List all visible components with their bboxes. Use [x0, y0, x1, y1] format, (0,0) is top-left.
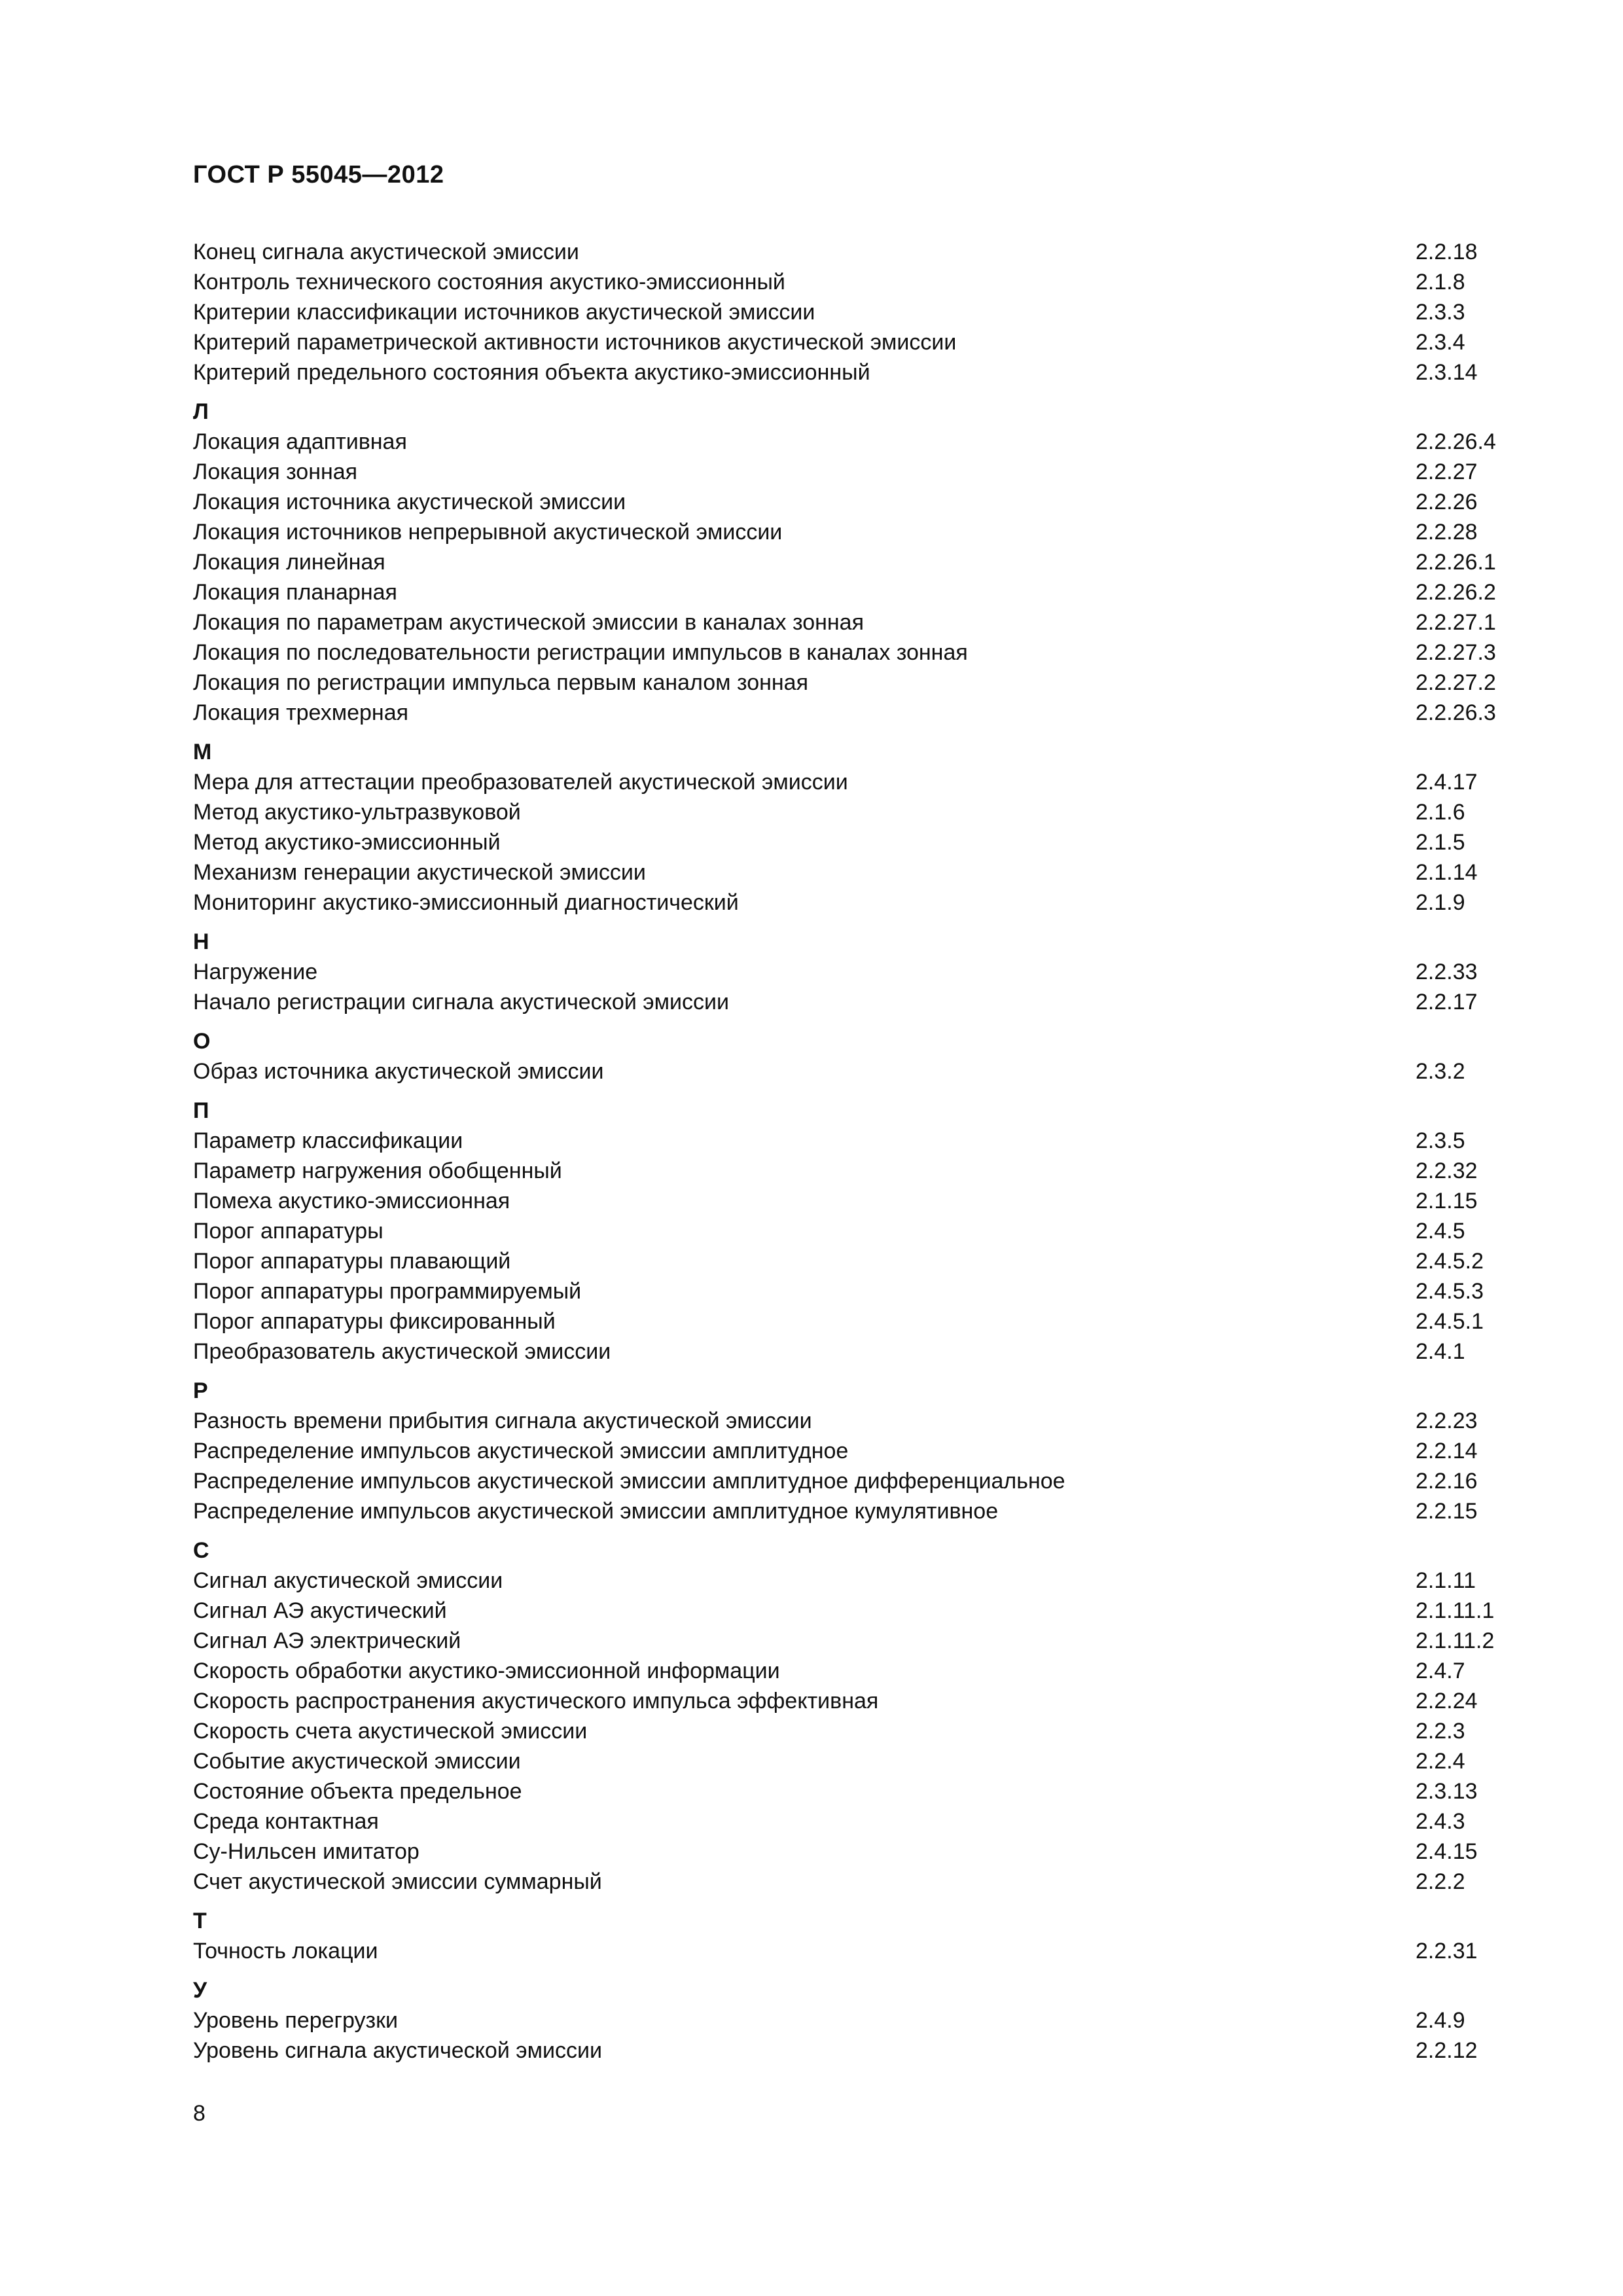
- index-term: Локация источника акустической эмиссии: [193, 490, 626, 514]
- index-ref: 2.2.28: [1416, 520, 1478, 545]
- index-term: Критерии классификации источников акустической эмиссии: [193, 300, 815, 325]
- index-term: Счет акустической эмиссии суммарный: [193, 1869, 602, 1894]
- index-term: Локация по последовательности регистрации импульсов в каналах зонная: [193, 640, 968, 665]
- index-ref: 2.2.14: [1416, 1439, 1478, 1463]
- page-number: 8: [193, 2101, 205, 2126]
- index-entry: [193, 1406, 1515, 1436]
- index-ref: 2.3.2: [1416, 1059, 1465, 1084]
- index-ref: 2.2.26.1: [1416, 550, 1496, 575]
- index-entry: [193, 1246, 1515, 1276]
- index-ref: 2.1.11.1: [1416, 1598, 1495, 1623]
- index-ref: 2.2.27: [1416, 459, 1478, 484]
- index-term: Метод акустико-ультразвуковой: [193, 800, 521, 825]
- index-term: Порог аппаратуры фиксированный: [193, 1309, 556, 1334]
- index-ref: 2.3.13: [1416, 1779, 1478, 1804]
- index-ref: 2.1.11.2: [1416, 1628, 1495, 1653]
- index-term: Начало регистрации сигнала акустической эмиссии: [193, 990, 729, 1014]
- index-term: Мера для аттестации преобразователей акустической эмиссии: [193, 770, 848, 795]
- index-ref: 2.1.5: [1416, 830, 1465, 855]
- index-term: Событие акустической эмиссии: [193, 1749, 521, 1774]
- index-entry: [193, 957, 1515, 987]
- index-letter-heading: М: [193, 740, 212, 764]
- index-term: Параметр нагружения обобщенный: [193, 1158, 562, 1183]
- index-term: Сигнал АЭ акустический: [193, 1598, 447, 1623]
- index-ref: 2.1.14: [1416, 860, 1478, 885]
- index-ref: 2.4.5.2: [1416, 1249, 1484, 1274]
- index-ref: 2.2.23: [1416, 1408, 1478, 1433]
- index-ref: 2.2.27.1: [1416, 610, 1496, 635]
- index-ref: 2.2.26: [1416, 490, 1478, 514]
- index-term: Локация по параметрам акустической эмиссии в каналах зонная: [193, 610, 864, 635]
- index-entry: [193, 827, 1515, 857]
- index-letter-heading: Н: [193, 929, 209, 954]
- index-term: Порог аппаратуры плавающий: [193, 1249, 511, 1274]
- index-ref: 2.2.26.2: [1416, 580, 1496, 605]
- index-entry: [193, 607, 1515, 637]
- index-term: Критерий параметрической активности источников акустической эмиссии: [193, 330, 957, 355]
- index-entry: [193, 2005, 1515, 2036]
- index-entry: [193, 1746, 1515, 1776]
- index-entry: [193, 668, 1515, 698]
- index-term: Конец сигнала акустической эмиссии: [193, 240, 579, 264]
- alphabetical-index: [193, 237, 1515, 2066]
- index-ref: 2.3.14: [1416, 360, 1478, 385]
- index-term: Среда контактная: [193, 1809, 379, 1834]
- index-entry: [193, 457, 1515, 487]
- index-entry: [193, 1626, 1515, 1656]
- index-term: Уровень сигнала акустической эмиссии: [193, 2038, 602, 2063]
- index-term: Су-Нильсен имитатор: [193, 1839, 419, 1864]
- index-term: Разность времени прибытия сигнала акустической эмиссии: [193, 1408, 812, 1433]
- index-entry: [193, 857, 1515, 888]
- index-entry: [193, 797, 1515, 827]
- index-ref: 2.4.5: [1416, 1219, 1465, 1244]
- index-entry: [193, 1156, 1515, 1186]
- index-ref: 2.1.15: [1416, 1189, 1478, 1213]
- index-entry: [193, 1936, 1515, 1966]
- index-term: Порог аппаратуры программируемый: [193, 1279, 582, 1304]
- index-ref: 2.3.5: [1416, 1128, 1465, 1153]
- index-term: Уровень перегрузки: [193, 2008, 398, 2033]
- index-term: Нагружение: [193, 960, 318, 984]
- index-ref: 2.2.2: [1416, 1869, 1465, 1894]
- index-entry: [193, 1867, 1515, 1897]
- index-entry: [193, 767, 1515, 797]
- index-entry: [193, 2036, 1515, 2066]
- index-term: Скорость обработки акустико-эмиссионной информации: [193, 1659, 780, 1683]
- index-ref: 2.4.5.3: [1416, 1279, 1484, 1304]
- index-term: Распределение импульсов акустической эмиссии амплитудное кумулятивное: [193, 1499, 999, 1524]
- index-entry: [193, 297, 1515, 327]
- index-entry: [193, 327, 1515, 357]
- index-entry: [193, 637, 1515, 668]
- index-ref: 2.1.8: [1416, 270, 1465, 295]
- index-entry: [193, 1596, 1515, 1626]
- index-entry: [193, 1126, 1515, 1156]
- index-entry: [193, 267, 1515, 297]
- index-term: Локация зонная: [193, 459, 358, 484]
- index-term: Сигнал АЭ электрический: [193, 1628, 461, 1653]
- index-entry: [193, 1716, 1515, 1746]
- index-ref: 2.2.16: [1416, 1469, 1478, 1494]
- index-ref: 2.2.27.3: [1416, 640, 1496, 665]
- index-letter-heading: Л: [193, 399, 209, 424]
- index-ref: 2.3.3: [1416, 300, 1465, 325]
- index-ref: 2.2.31: [1416, 1939, 1478, 1964]
- index-term: Локация линейная: [193, 550, 385, 575]
- document-title: ГОСТ Р 55045—2012: [193, 161, 444, 188]
- index-letter-heading: П: [193, 1098, 209, 1123]
- index-entry: [193, 1837, 1515, 1867]
- index-term: Распределение импульсов акустической эмиссии амплитудное: [193, 1439, 849, 1463]
- index-term: Порог аппаратуры: [193, 1219, 383, 1244]
- index-ref: 2.2.4: [1416, 1749, 1465, 1774]
- index-ref: 2.1.11: [1416, 1568, 1476, 1593]
- index-entry: [193, 1276, 1515, 1306]
- index-ref: 2.2.17: [1416, 990, 1478, 1014]
- index-entry: [193, 987, 1515, 1017]
- index-entry: [193, 1216, 1515, 1246]
- index-term: Локация по регистрации импульса первым каналом зонная: [193, 670, 808, 695]
- index-term: Механизм генерации акустической эмиссии: [193, 860, 646, 885]
- index-ref: 2.4.5.1: [1416, 1309, 1484, 1334]
- index-term: Скорость распространения акустического импульса эффективная: [193, 1689, 879, 1713]
- index-ref: 2.3.4: [1416, 330, 1465, 355]
- index-ref: 2.4.17: [1416, 770, 1478, 795]
- index-ref: 2.4.7: [1416, 1659, 1465, 1683]
- index-entry: [193, 1776, 1515, 1806]
- index-entry: [193, 1566, 1515, 1596]
- index-ref: 2.2.24: [1416, 1689, 1478, 1713]
- index-ref: 2.2.33: [1416, 960, 1478, 984]
- index-entry: [193, 1056, 1515, 1086]
- index-term: Мониторинг акустико-эмиссионный диагностический: [193, 890, 739, 915]
- index-letter-heading: У: [193, 1978, 207, 2003]
- index-entry: [193, 1656, 1515, 1686]
- index-term: Метод акустико-эмиссионный: [193, 830, 501, 855]
- index-term: Критерий предельного состояния объекта акустико-эмиссионный: [193, 360, 870, 385]
- index-term: Локация трехмерная: [193, 700, 409, 725]
- index-ref: 2.4.1: [1416, 1339, 1465, 1364]
- index-term: Параметр классификации: [193, 1128, 463, 1153]
- index-entry: [193, 487, 1515, 517]
- index-term: Скорость счета акустической эмиссии: [193, 1719, 588, 1744]
- index-entry: [193, 888, 1515, 918]
- index-ref: 2.2.15: [1416, 1499, 1478, 1524]
- index-entry: [193, 547, 1515, 577]
- index-term: Локация планарная: [193, 580, 397, 605]
- index-entry: [193, 577, 1515, 607]
- index-entry: [193, 1496, 1515, 1526]
- index-entry: [193, 1436, 1515, 1466]
- index-term: Преобразователь акустической эмиссии: [193, 1339, 611, 1364]
- index-term: Сигнал акустической эмиссии: [193, 1568, 503, 1593]
- index-ref: 2.2.27.2: [1416, 670, 1496, 695]
- index-ref: 2.1.6: [1416, 800, 1465, 825]
- index-entry: [193, 1806, 1515, 1837]
- index-ref: 2.4.3: [1416, 1809, 1465, 1834]
- index-entry: [193, 1686, 1515, 1716]
- index-entry: [193, 1186, 1515, 1216]
- index-term: Контроль технического состояния акустико-эмиссионный: [193, 270, 785, 295]
- index-entry: [193, 357, 1515, 387]
- index-ref: 2.2.32: [1416, 1158, 1478, 1183]
- index-letter-heading: Т: [193, 1909, 207, 1933]
- index-ref: 2.2.3: [1416, 1719, 1465, 1744]
- index-ref: 2.2.26.3: [1416, 700, 1496, 725]
- index-term: Точность локации: [193, 1939, 378, 1964]
- index-term: Распределение импульсов акустической эмиссии амплитудное дифференциальное: [193, 1469, 1065, 1494]
- index-term: Образ источника акустической эмиссии: [193, 1059, 604, 1084]
- index-ref: 2.2.26.4: [1416, 429, 1496, 454]
- index-term: Состояние объекта предельное: [193, 1779, 522, 1804]
- index-ref: 2.4.9: [1416, 2008, 1465, 2033]
- index-letter-heading: С: [193, 1538, 209, 1563]
- index-term: Помеха акустико-эмиссионная: [193, 1189, 510, 1213]
- index-ref: 2.4.15: [1416, 1839, 1478, 1864]
- index-term: Локация адаптивная: [193, 429, 407, 454]
- index-term: Локация источников непрерывной акустической эмиссии: [193, 520, 783, 545]
- index-entry: [193, 1466, 1515, 1496]
- index-ref: 2.1.9: [1416, 890, 1465, 915]
- index-entry: [193, 698, 1515, 728]
- index-entry: [193, 237, 1515, 267]
- index-letter-heading: Р: [193, 1378, 208, 1403]
- index-entry: [193, 517, 1515, 547]
- index-ref: 2.2.18: [1416, 240, 1478, 264]
- index-ref: 2.2.12: [1416, 2038, 1478, 2063]
- index-entry: [193, 1336, 1515, 1367]
- index-entry: [193, 1306, 1515, 1336]
- index-letter-heading: О: [193, 1029, 211, 1054]
- index-entry: [193, 427, 1515, 457]
